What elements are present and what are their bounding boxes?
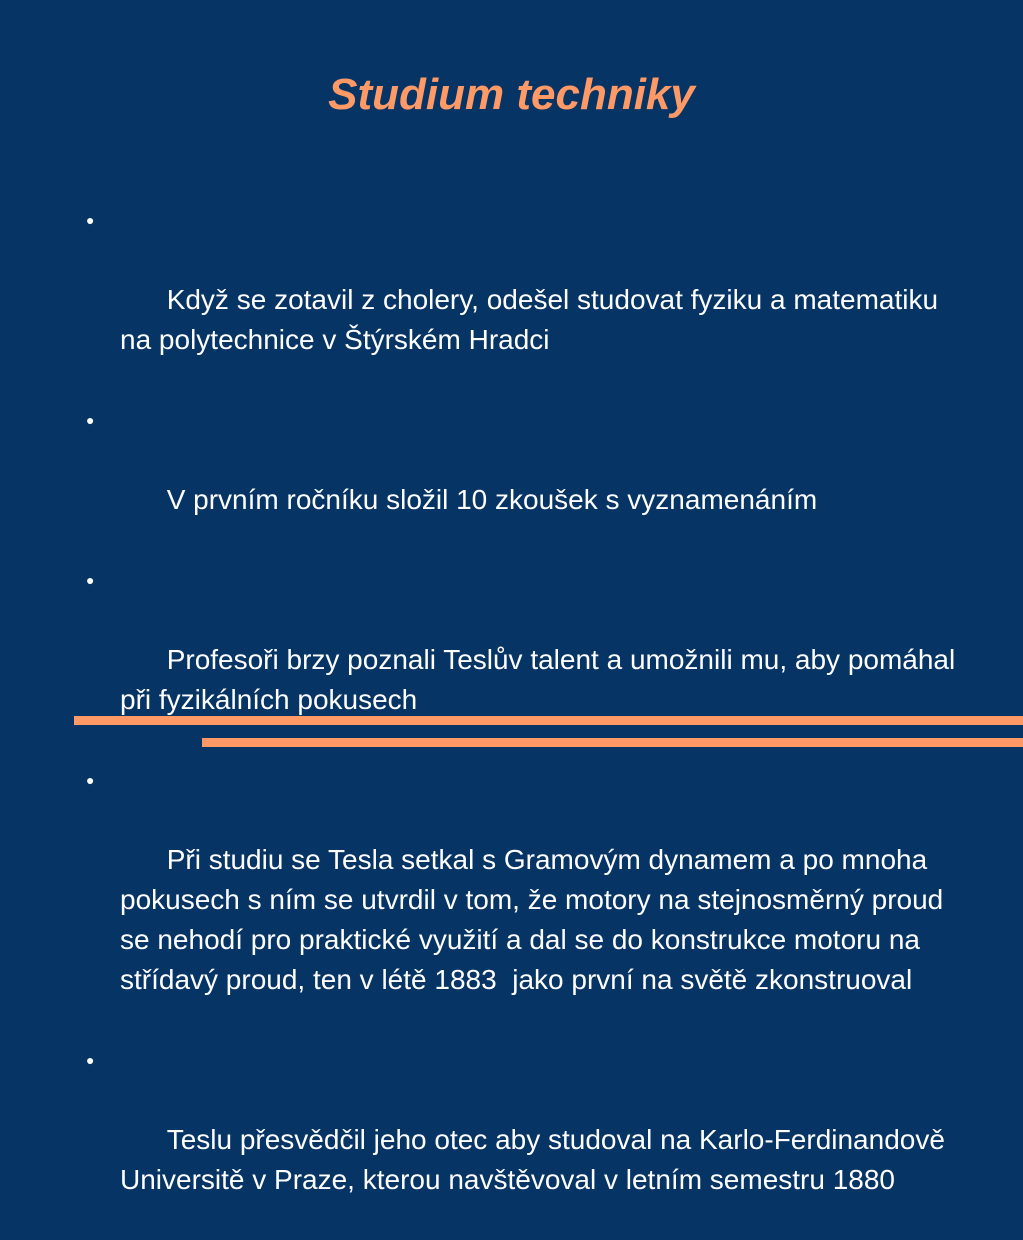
- bullet-text: Při studiu se Tesla setkal s Gramovým dynamem a po mnoha pokusech s ním se utvrdil v tom, že motory na stejnosměrný proud se nehodí pro praktické využití a dal se do konstrukce motoru na střídavý proud, ten v létě 1883 jako první na světě zkonstruoval: [120, 844, 952, 995]
- bullet-dot-icon: ●: [86, 412, 95, 428]
- bullet-text: Teslu přesvědčil jeho otec aby studoval na Karlo-Ferdinandově Universitě v Praze, kterou navštěvoval v letním semestru 1880: [120, 1124, 953, 1195]
- bullet-dot-icon: ●: [86, 1052, 95, 1068]
- bullet-text: Když se zotavil z cholery, odešel studovat fyziku a matematiku na polytechnice v Štýrském Hradci: [120, 284, 946, 355]
- bullet-text: V prvním ročníku složil 10 zkoušek s vyznamenáním: [166, 484, 818, 515]
- decorative-bar-top: [74, 716, 1023, 725]
- slide-title: Studium techniky: [328, 70, 695, 119]
- decorative-bar-bottom: [202, 738, 1023, 747]
- bullet-item: [84, 560, 974, 760]
- bullet-item: [84, 1040, 974, 1240]
- bullet-item: [84, 400, 974, 560]
- bullet-dot-icon: ●: [86, 572, 95, 588]
- bullet-item: [84, 200, 974, 400]
- bullet-item: [84, 760, 974, 1040]
- bullet-text: Profesoři brzy poznali Teslův talent a umožnili mu, aby pomáhal při fyzikálních pokusech: [120, 644, 964, 715]
- bullet-dot-icon: ●: [86, 772, 95, 788]
- bullet-dot-icon: ●: [86, 212, 95, 228]
